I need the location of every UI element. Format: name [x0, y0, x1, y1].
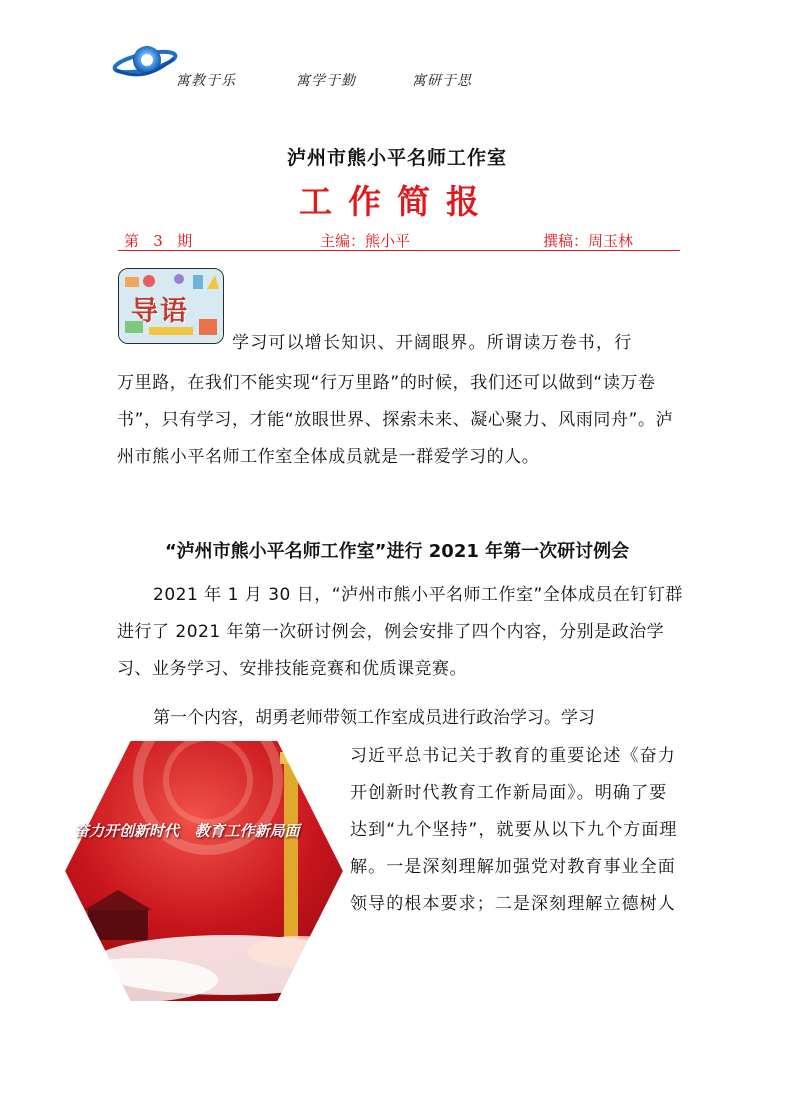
writer-label: 撰稿：周玉林	[543, 232, 634, 250]
body-paragraph-1: 2021 年 1 月 30 日，“泸州市熊小平名师工作室”全体成员在钉钉群进行了 2021 年第一次研讨例会，例会安排了四个内容，分别是政治学习、业务学习、安排技能竞赛和优质课竞赛。	[117, 585, 683, 679]
poster-image	[48, 740, 344, 1002]
intro-badge-text: 导语	[131, 296, 189, 327]
motto-row	[176, 70, 506, 92]
poster-hexagon-icon	[48, 740, 344, 1002]
motto-2: 寓学于勤	[296, 73, 356, 89]
poster-caption: 奋力开创新时代 教育工作新局面	[74, 822, 300, 840]
studio-title: 泸州市熊小平名师工作室	[286, 147, 507, 169]
section-title: “泸州市熊小平名师工作室”进行 2021 年第一次研讨例会	[164, 541, 630, 562]
logo-icon	[112, 40, 178, 86]
intro-badge	[118, 268, 224, 344]
editor-label: 主编：熊小平	[320, 232, 411, 250]
body-paragraph-3: 习近平总书记关于教育的重要论述《奋力开创新时代教育工作新局面》。明确了要达到“九个坚持”，就要从以下九个方面理解。一是深刻理解加强党对教育事业全面领导的根本要求；二是深刻理解立德树人	[350, 746, 678, 914]
issue-number: 第 3 期	[124, 232, 193, 250]
intro-first-line: 学习可以增长知识、开阔眼界。所谓读万卷书，行	[232, 333, 633, 353]
body-paragraph-2: 第一个内容，胡勇老师带领工作室成员进行政治学习。学习	[153, 708, 595, 728]
bulletin-title: 工作简报	[299, 182, 495, 221]
motto-1: 寓教于乐	[176, 73, 236, 89]
intro-paragraph: 万里路，在我们不能实现“行万里路”的时候，我们还可以做到“读万卷书”，只有学习，才能“放眼世界、探索未来、凝心聚力、风雨同舟”。泸州市熊小平名师工作室全体成员就是一群爱学习的人。	[117, 373, 674, 467]
motto-3: 寓研于思	[412, 73, 472, 89]
issue-info-line	[118, 228, 680, 251]
